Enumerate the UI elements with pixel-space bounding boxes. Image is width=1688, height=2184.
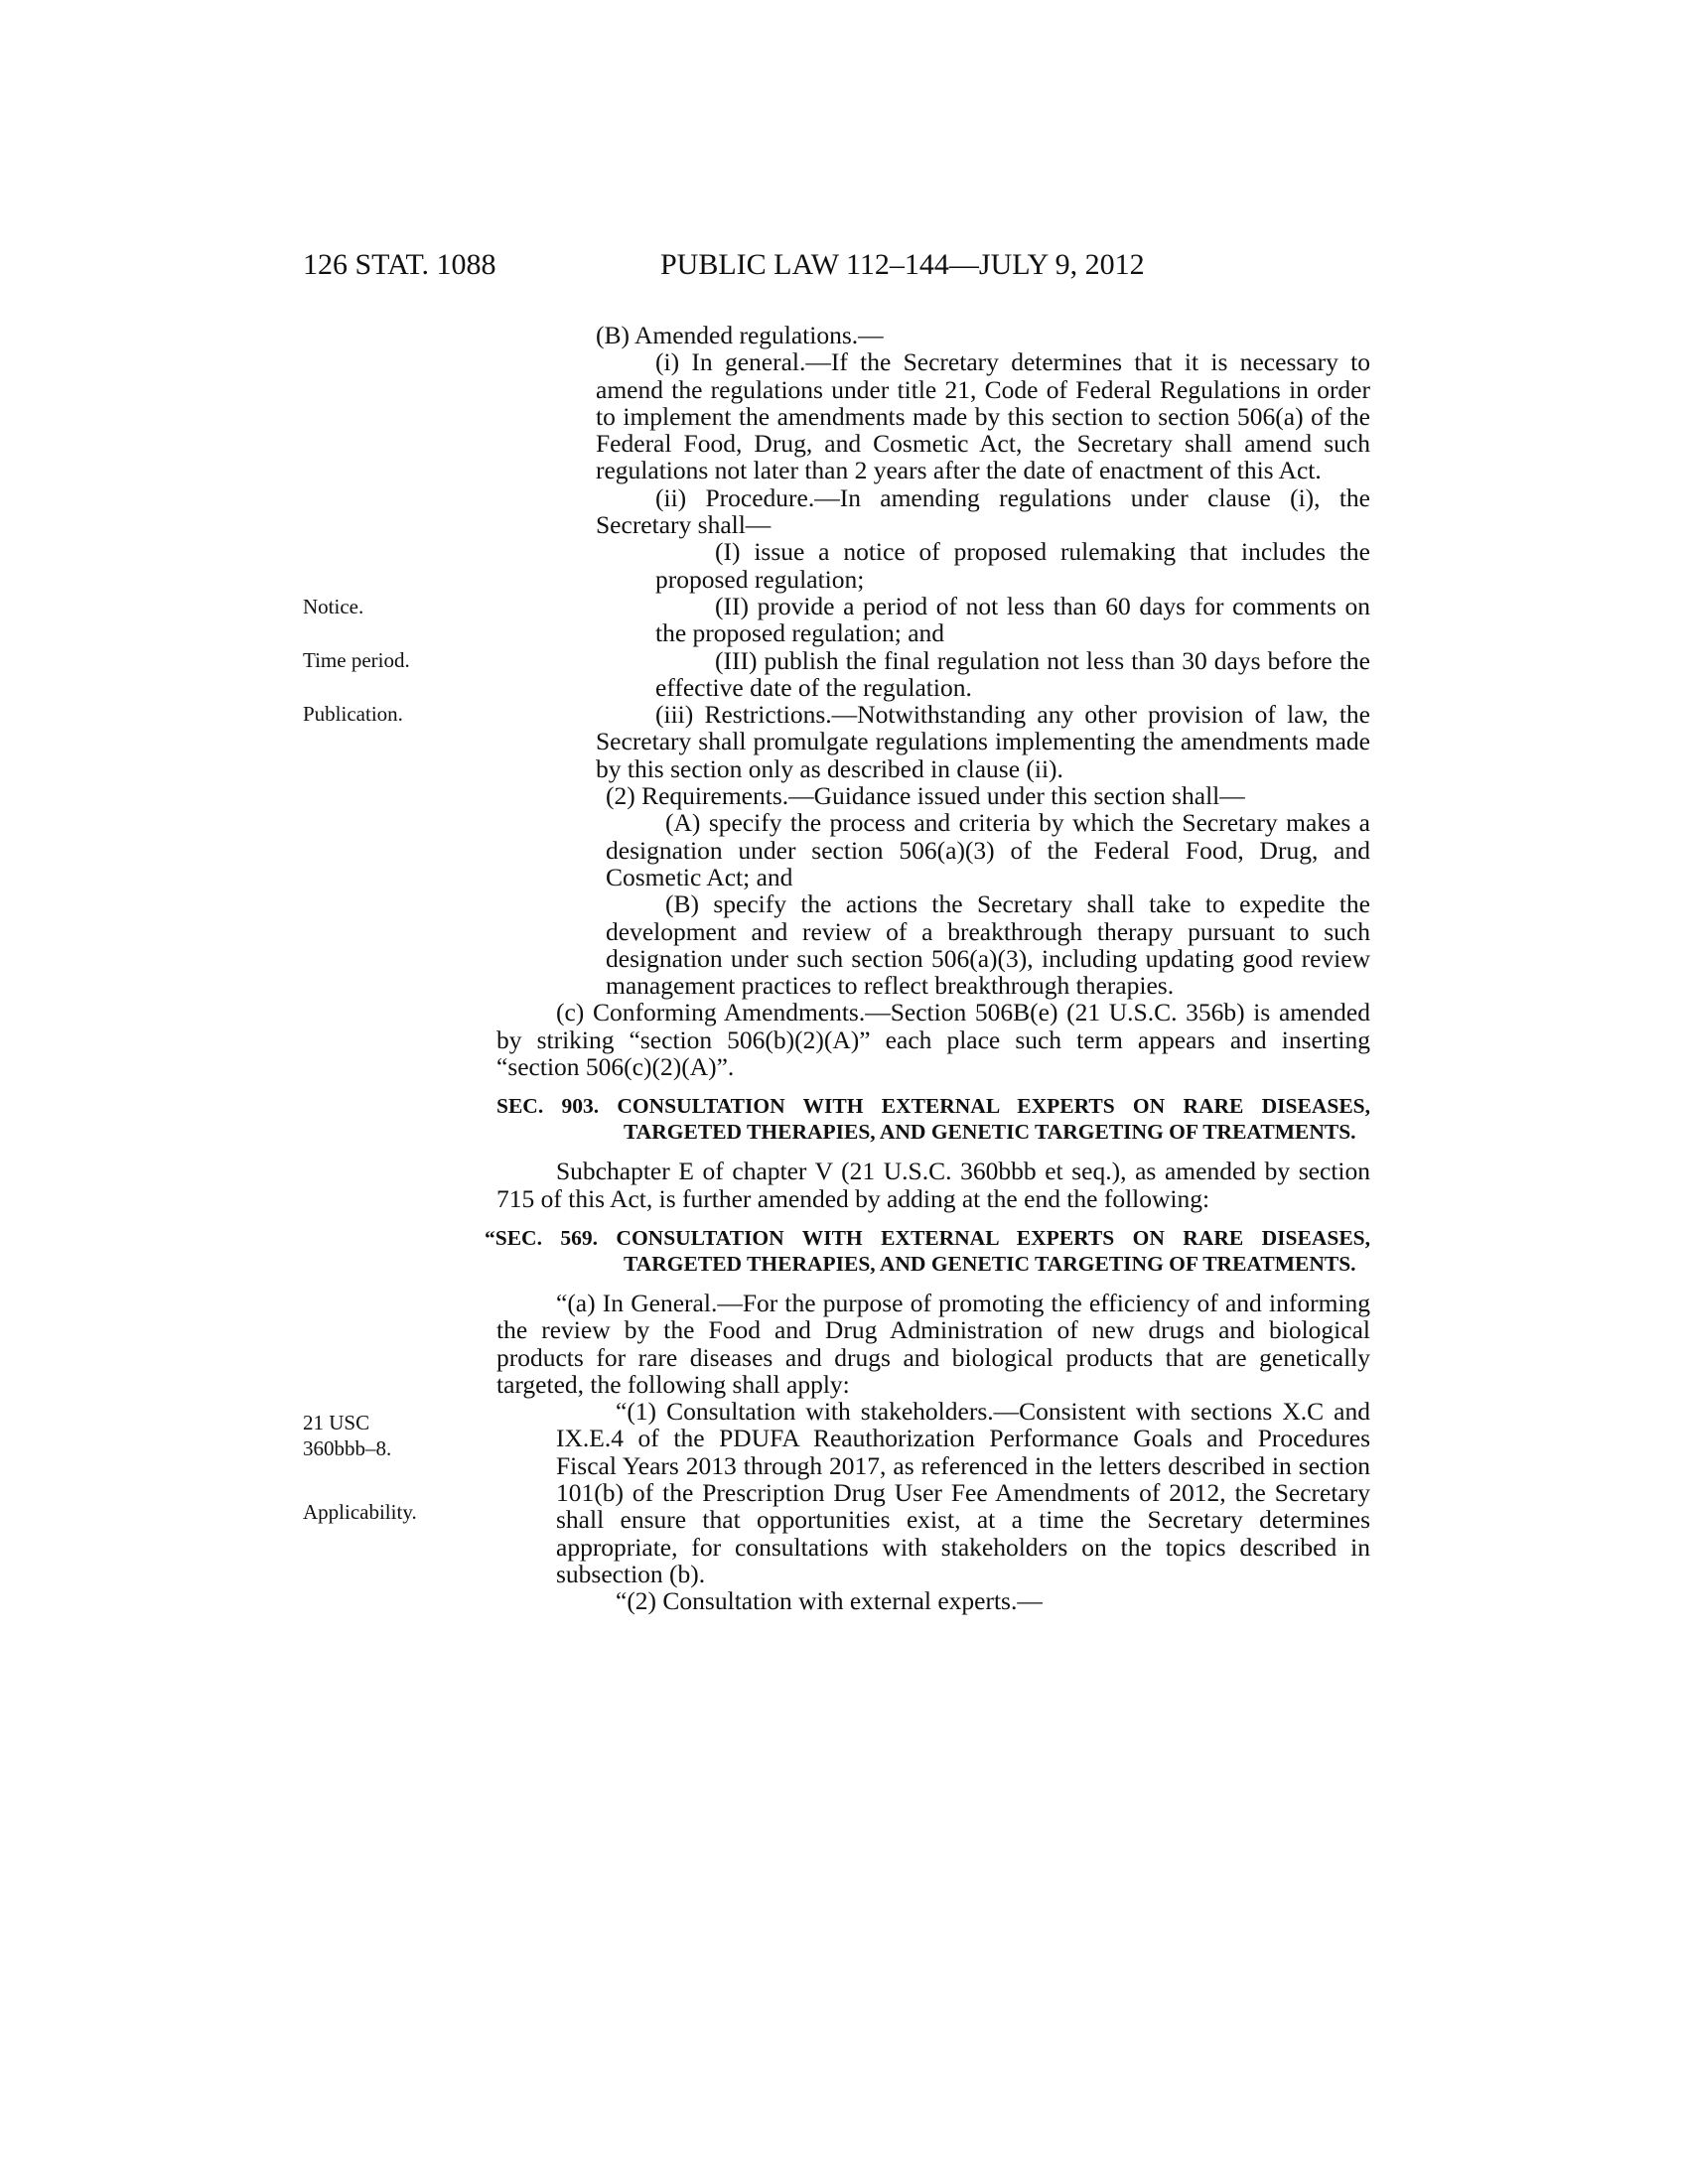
- paragraph-c-conforming-amendments: (c) Conforming Amendments.—Section 506B(e) (21 U.S.C. 356b) is amended by striking “section 506(b)(2)(A)” each place such term appears and inserting “section 506(c)(2)(A)”.: [496, 998, 1370, 1082]
- margin-note-usc: [303, 1410, 391, 1461]
- margin-note-notice: Notice.: [303, 595, 364, 618]
- margin-note-usc-line2: 360bbb–8.: [303, 1436, 392, 1460]
- page-title: PUBLIC LAW 112–144—JULY 9, 2012: [660, 248, 1145, 281]
- paragraph-a-in-general: “(a) In General.—For the purpose of promoting the efficiency of and informing the review by the Food and Drug Administration of new drugs and biological products for rare diseases and drugs and biological products that are genetically targeted, the following shall apply:: [496, 1288, 1370, 1399]
- document-body: [485, 321, 1370, 1616]
- section-903-heading: SEC. 903. CONSULTATION WITH EXTERNAL EXPERTS ON RARE DISEASES, TARGETED THERAPIES, AND GENETIC TARGETING OF TREATMENTS.: [496, 1094, 1370, 1145]
- paragraph-2-requirements: (2) Requirements.—Guidance issued under this section shall—: [606, 781, 1245, 811]
- paragraph-i-in-general: (i) In general.—If the Secretary determines that it is necessary to amend the regulations under title 21, Code of Federal Regulations in order to implement the amendments made by this section to section 506(a) of the Federal Food, Drug, and Cosmetic Act, the Secretary shall amend such regulations not later than 2 years after the date of enactment of this Act.: [596, 347, 1370, 485]
- paragraph-subchapter-e: Subchapter E of chapter V (21 U.S.C. 360bbb et seq.), as amended by section 715 of this Act, is further amended by adding at the end the following:: [496, 1157, 1370, 1213]
- section-569-heading: “SEC. 569. CONSULTATION WITH EXTERNAL EXPERTS ON RARE DISEASES, TARGETED THERAPIES, AND GENETIC TARGETING OF TREATMENTS.: [485, 1225, 1370, 1276]
- margin-note-publication: Publication.: [303, 702, 403, 726]
- paragraph-ii-procedure: (ii) Procedure.—In amending regulations under clause (i), the Secretary shall—: [596, 482, 1370, 540]
- margin-note-time-period: Time period.: [303, 648, 410, 672]
- paragraph-2-consultation-experts: “(2) Consultation with external experts.—: [616, 1586, 1043, 1616]
- page-stat-number: 126 STAT. 1088: [303, 248, 496, 281]
- paragraph-II-period: (II) provide a period of not less than 60 days for comments on the proposed regulation; and: [655, 591, 1370, 648]
- margin-note-usc-line1: 21 USC: [303, 1411, 370, 1434]
- margin-note-applicability: Applicability.: [303, 1500, 417, 1524]
- paragraph-III-publish: (III) publish the final regulation not less than 30 days before the effective date of the regulation.: [655, 645, 1370, 702]
- paragraph-iii-restrictions: (iii) Restrictions.—Notwithstanding any other provision of law, the Secretary shall promulgate regulations implementing the amendments made by this section only as described in clause (ii).: [596, 700, 1370, 783]
- paragraph-I-notice: (I) issue a notice of proposed rulemaking that includes the proposed regulation;: [655, 537, 1370, 594]
- paragraph-A-specify: (A) specify the process and criteria by which the Secretary makes a designation under section 506(a)(3) of the Federal Food, Drug, and Cosmetic Act; and: [606, 808, 1370, 891]
- paragraph-b-amended-regulations: (B) Amended regulations.—: [596, 321, 884, 349]
- paragraph-1-consultation-stakeholders: “(1) Consultation with stakeholders.—Consistent with sections X.C and IX.E.4 of the PDUFA Reauthorization Performance Goals and Procedures Fiscal Years 2013 through 2017, as referenced in the letters described in section 101(b) of the Prescription Drug User Fee Amendments of 2012, the Secretary shall ensure that opportunities exist, at a time the Secretary determines appropriate, for consultations with stakeholders on the topics described in subsection (b).: [556, 1397, 1370, 1588]
- paragraph-B-specify: (B) specify the actions the Secretary shall take to expedite the development and review of a breakthrough therapy pursuant to such designation under such section 506(a)(3), including updating good review management practices to reflect breakthrough therapies.: [606, 889, 1370, 1001]
